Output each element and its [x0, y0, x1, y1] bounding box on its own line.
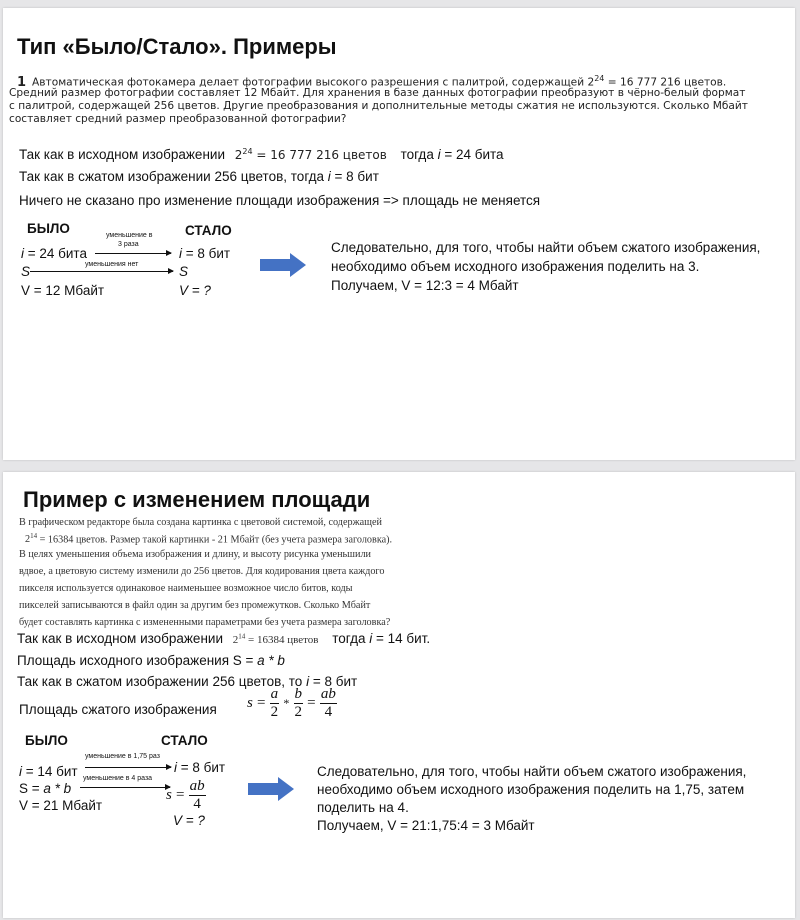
conclusion-2-line-3: поделить на 4.: [317, 800, 409, 815]
solution-2-line-1: Так как в исходном изображении $2^{14} = 16384$ цветов тогда i = 14 бит.: [17, 631, 431, 646]
task-number: 1: [17, 74, 27, 90]
solution-line-1: Так как в исходном изображении $2^{24} = 16$ 777 216 цветов тогда i = 24 бита: [19, 147, 504, 162]
conclusion-2-line-1: Следовательно, для того, чтобы найти объем сжатого изображения,: [317, 764, 747, 779]
solution-line-3: Ничего не сказано про изменение площади изображения => площадь не меняется: [19, 193, 541, 208]
conclusion-2-line-4: Получаем, V = 21:1,75:4 = 3 Мбайт: [317, 818, 535, 833]
arrow-1-label-b: 3 раза: [118, 241, 139, 248]
after-area-2: s = $\frac{ab}{4}$: [166, 778, 205, 812]
before-volume-2: V = 21 Мбайт: [19, 798, 103, 813]
arrow-3-label: уменьшение в 1,75 раз: [85, 753, 160, 760]
after-label-2: СТАЛО: [161, 733, 208, 748]
before-bits: i = 24 бита: [21, 246, 87, 261]
before-area-2: S = a * b: [19, 781, 72, 796]
right-arrow-icon: [260, 253, 308, 277]
task-1-text-line-3: с палитрой, содержащей 256 цветов. Другие преобразования и дополнительные методы сжатия не используются. Сколько Мбайт: [9, 100, 748, 112]
before-volume: V = 12 Мбайт: [21, 283, 105, 298]
after-area: S: [179, 264, 189, 279]
task-2-text-line-2: $2^{14} = 16384$ цветов. Размер такой картинки - 21 Мбайт (без учета размера заголовка).: [25, 532, 393, 546]
before-area: S: [21, 264, 31, 279]
solution-2-line-2: Площадь исходного изображения S = a * b: [17, 653, 285, 668]
arrow-2-label: уменьшения нет: [85, 261, 139, 268]
conclusion-line-3: Получаем, V = 12:3 = 4 Мбайт: [331, 278, 519, 293]
color-count-formula: $2^{24} = 16$ 777 216 цветов: [234, 147, 387, 162]
arrow-4-label: уменьшение в 4 раза: [83, 775, 153, 782]
slide-2: [3, 472, 795, 918]
slide-2-title: Пример с изменением площади: [23, 487, 371, 512]
solution-line-2: Так как в сжатом изображении 256 цветов, тогда i = 8 бит: [19, 169, 379, 184]
solution-2-line-3: Так как в сжатом изображении 256 цветов, то i = 8 бит: [17, 674, 358, 689]
slide-1: [3, 8, 795, 460]
task-2-text-line-4: вдвое, а цветовую систему изменили до 256 цветов. Для кодирования цвета каждого: [19, 566, 385, 577]
task-2-text-line-1: В графическом редакторе была создана картинка с цветовой системой, содержащей: [19, 517, 382, 528]
after-label: СТАЛО: [185, 223, 232, 238]
task-1-text-line-1: 1 Автоматическая фотокамера делает фотографии высокого разрешения с палитрой, содержащей $2^{24} = 16$ 777 216 цветов.: [17, 74, 727, 90]
task-2-text-line-7: будет составлять картинка с измененными параметрами без учета размера заголовка?: [19, 617, 391, 628]
before-label: БЫЛО: [27, 221, 70, 236]
before-bits-2: i = 14 бит: [19, 764, 78, 779]
arrow-1: [95, 253, 171, 254]
task-1-text-line-4: составляет средний размер преобразованной фотографии?: [9, 113, 347, 125]
color-count-formula-2: $2^{14} = 16384$ цветов: [232, 632, 319, 646]
after-bits-2: i = 8 бит: [174, 760, 226, 775]
area-formula: s = $\frac{a}{2}$ * $\frac{b}{2}$ = $\frac{ab}{4}$: [247, 686, 336, 720]
arrow-4: [80, 787, 170, 788]
before-label-2: БЫЛО: [25, 733, 68, 748]
arrow-2: [30, 271, 173, 272]
task-2-text-line-6: пикселей записываются в файл один за другим без промежутков. Сколько Мбайт: [19, 600, 371, 611]
task-1-text-line-2: Средний размер фотографии составляет 12 Мбайт. Для хранения в базе данных фотографии преобразуют в чёрно-белый формат: [9, 87, 746, 99]
arrow-1-label-a: уменьшение в: [106, 232, 153, 239]
after-volume-2: V = ?: [173, 813, 205, 828]
task-2-text-line-3: В целях уменьшения объема изображения и длину, и высоту рисунка уменьшили: [19, 549, 372, 560]
after-volume: V = ?: [179, 283, 211, 298]
slide-1-title: Тип «Было/Стало». Примеры: [17, 34, 337, 59]
conclusion-2-line-2: необходимо объем исходного изображения поделить на 1,75, затем: [317, 782, 745, 797]
arrow-3: [85, 767, 171, 768]
solution-2-line-4: Площадь сжатого изображения: [19, 702, 217, 717]
conclusion-line-1: Следовательно, для того, чтобы найти объем сжатого изображения,: [331, 240, 761, 255]
after-bits: i = 8 бит: [179, 246, 231, 261]
right-arrow-icon: [248, 777, 296, 801]
task-2-text-line-5: пикселя используется одинаковое наименьшее возможное число битов, коды: [19, 583, 353, 594]
conclusion-line-2: необходимо объем исходного изображения поделить на 3.: [331, 259, 700, 274]
